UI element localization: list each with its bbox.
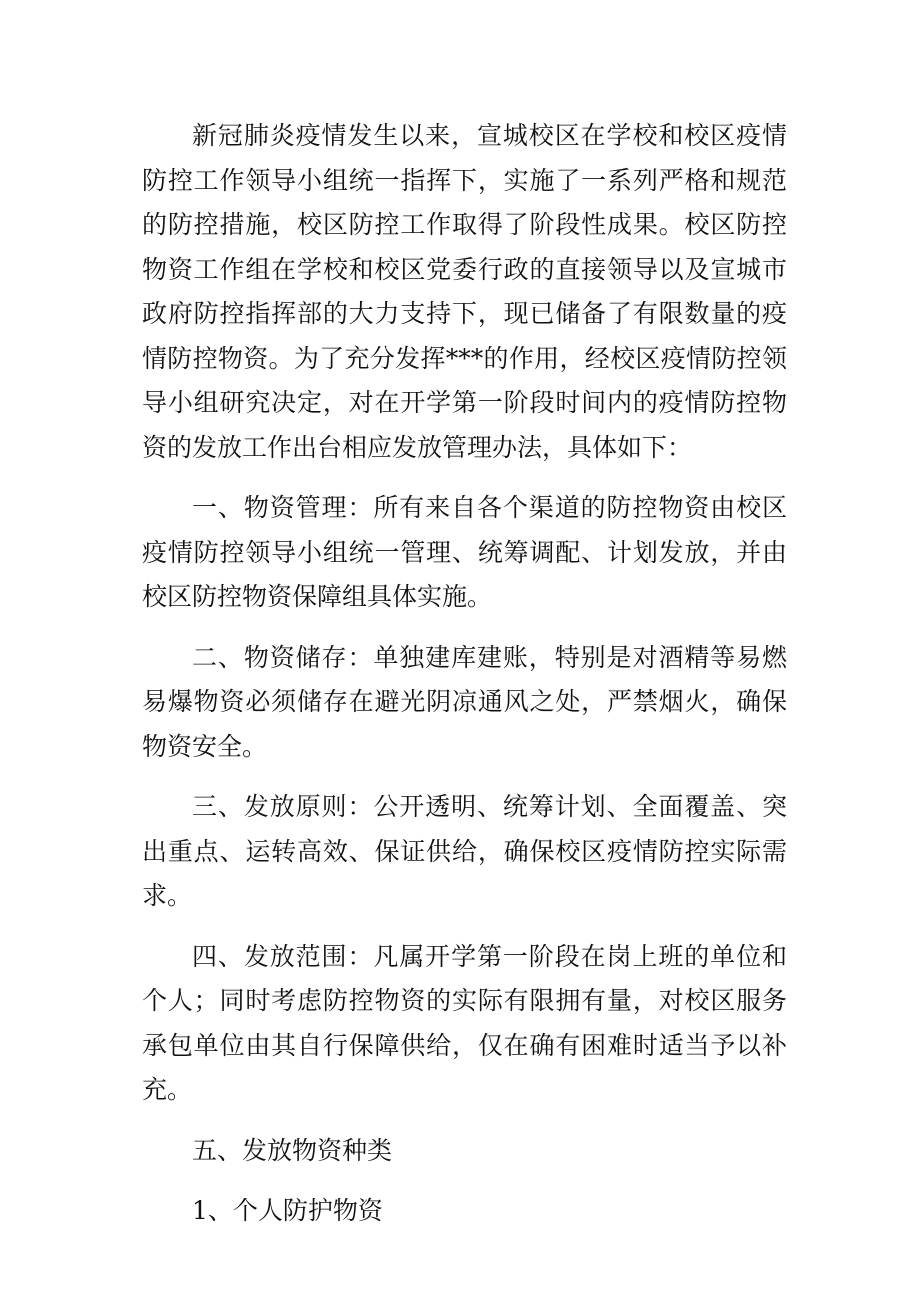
paragraph-distribution-scope: 四、发放范围：凡属开学第一阶段在岗上班的单位和个人；同时考虑防控物资的实际有限拥有量，对校区服务承包单位由其自行保障供给，仅在确有困难时适当予以补充。 (142, 941, 787, 1104)
heading-material-types: 五、发放物资种类 (192, 1135, 393, 1165)
paragraph-material-storage: 二、物资储存：单独建库建账，特别是对酒精等易燃易爆物资必须储存在避光阴凉通风之处，严禁烟火，确保物资安全。 (142, 642, 787, 761)
paragraph-intro: 新冠肺炎疫情发生以来，宣城校区在学校和校区疫情防控工作领导小组统一指挥下，实施了一系列严格和规范的防控措施，校区防控工作取得了阶段性成果。校区防控物资工作组在学校和校区党委行政的直接领导以及宣城市政府防控指挥部的大力支持下，现已储备了有限数量的疫情防控物资。为了充分发挥***的作用，经校区疫情防控领导小组研究决定，对在开学第一阶段时间内的疫情防控物资的发放工作出台相应发放管理办法，具体如下： (142, 121, 787, 462)
paragraph-distribution-principles: 三、发放原则：公开透明、统筹计划、全面覆盖、突出重点、运转高效、保证供给，确保校区疫情防控实际需求。 (142, 792, 787, 910)
paragraph-material-management: 一、物资管理：所有来自各个渠道的防控物资由校区疫情防控领导小组统一管理、统筹调配、计划发放，并由校区防控物资保障组具体实施。 (142, 493, 787, 611)
document-body (142, 114, 787, 1234)
heading-personal-protection: 1、个人防护物资 (192, 1196, 383, 1225)
